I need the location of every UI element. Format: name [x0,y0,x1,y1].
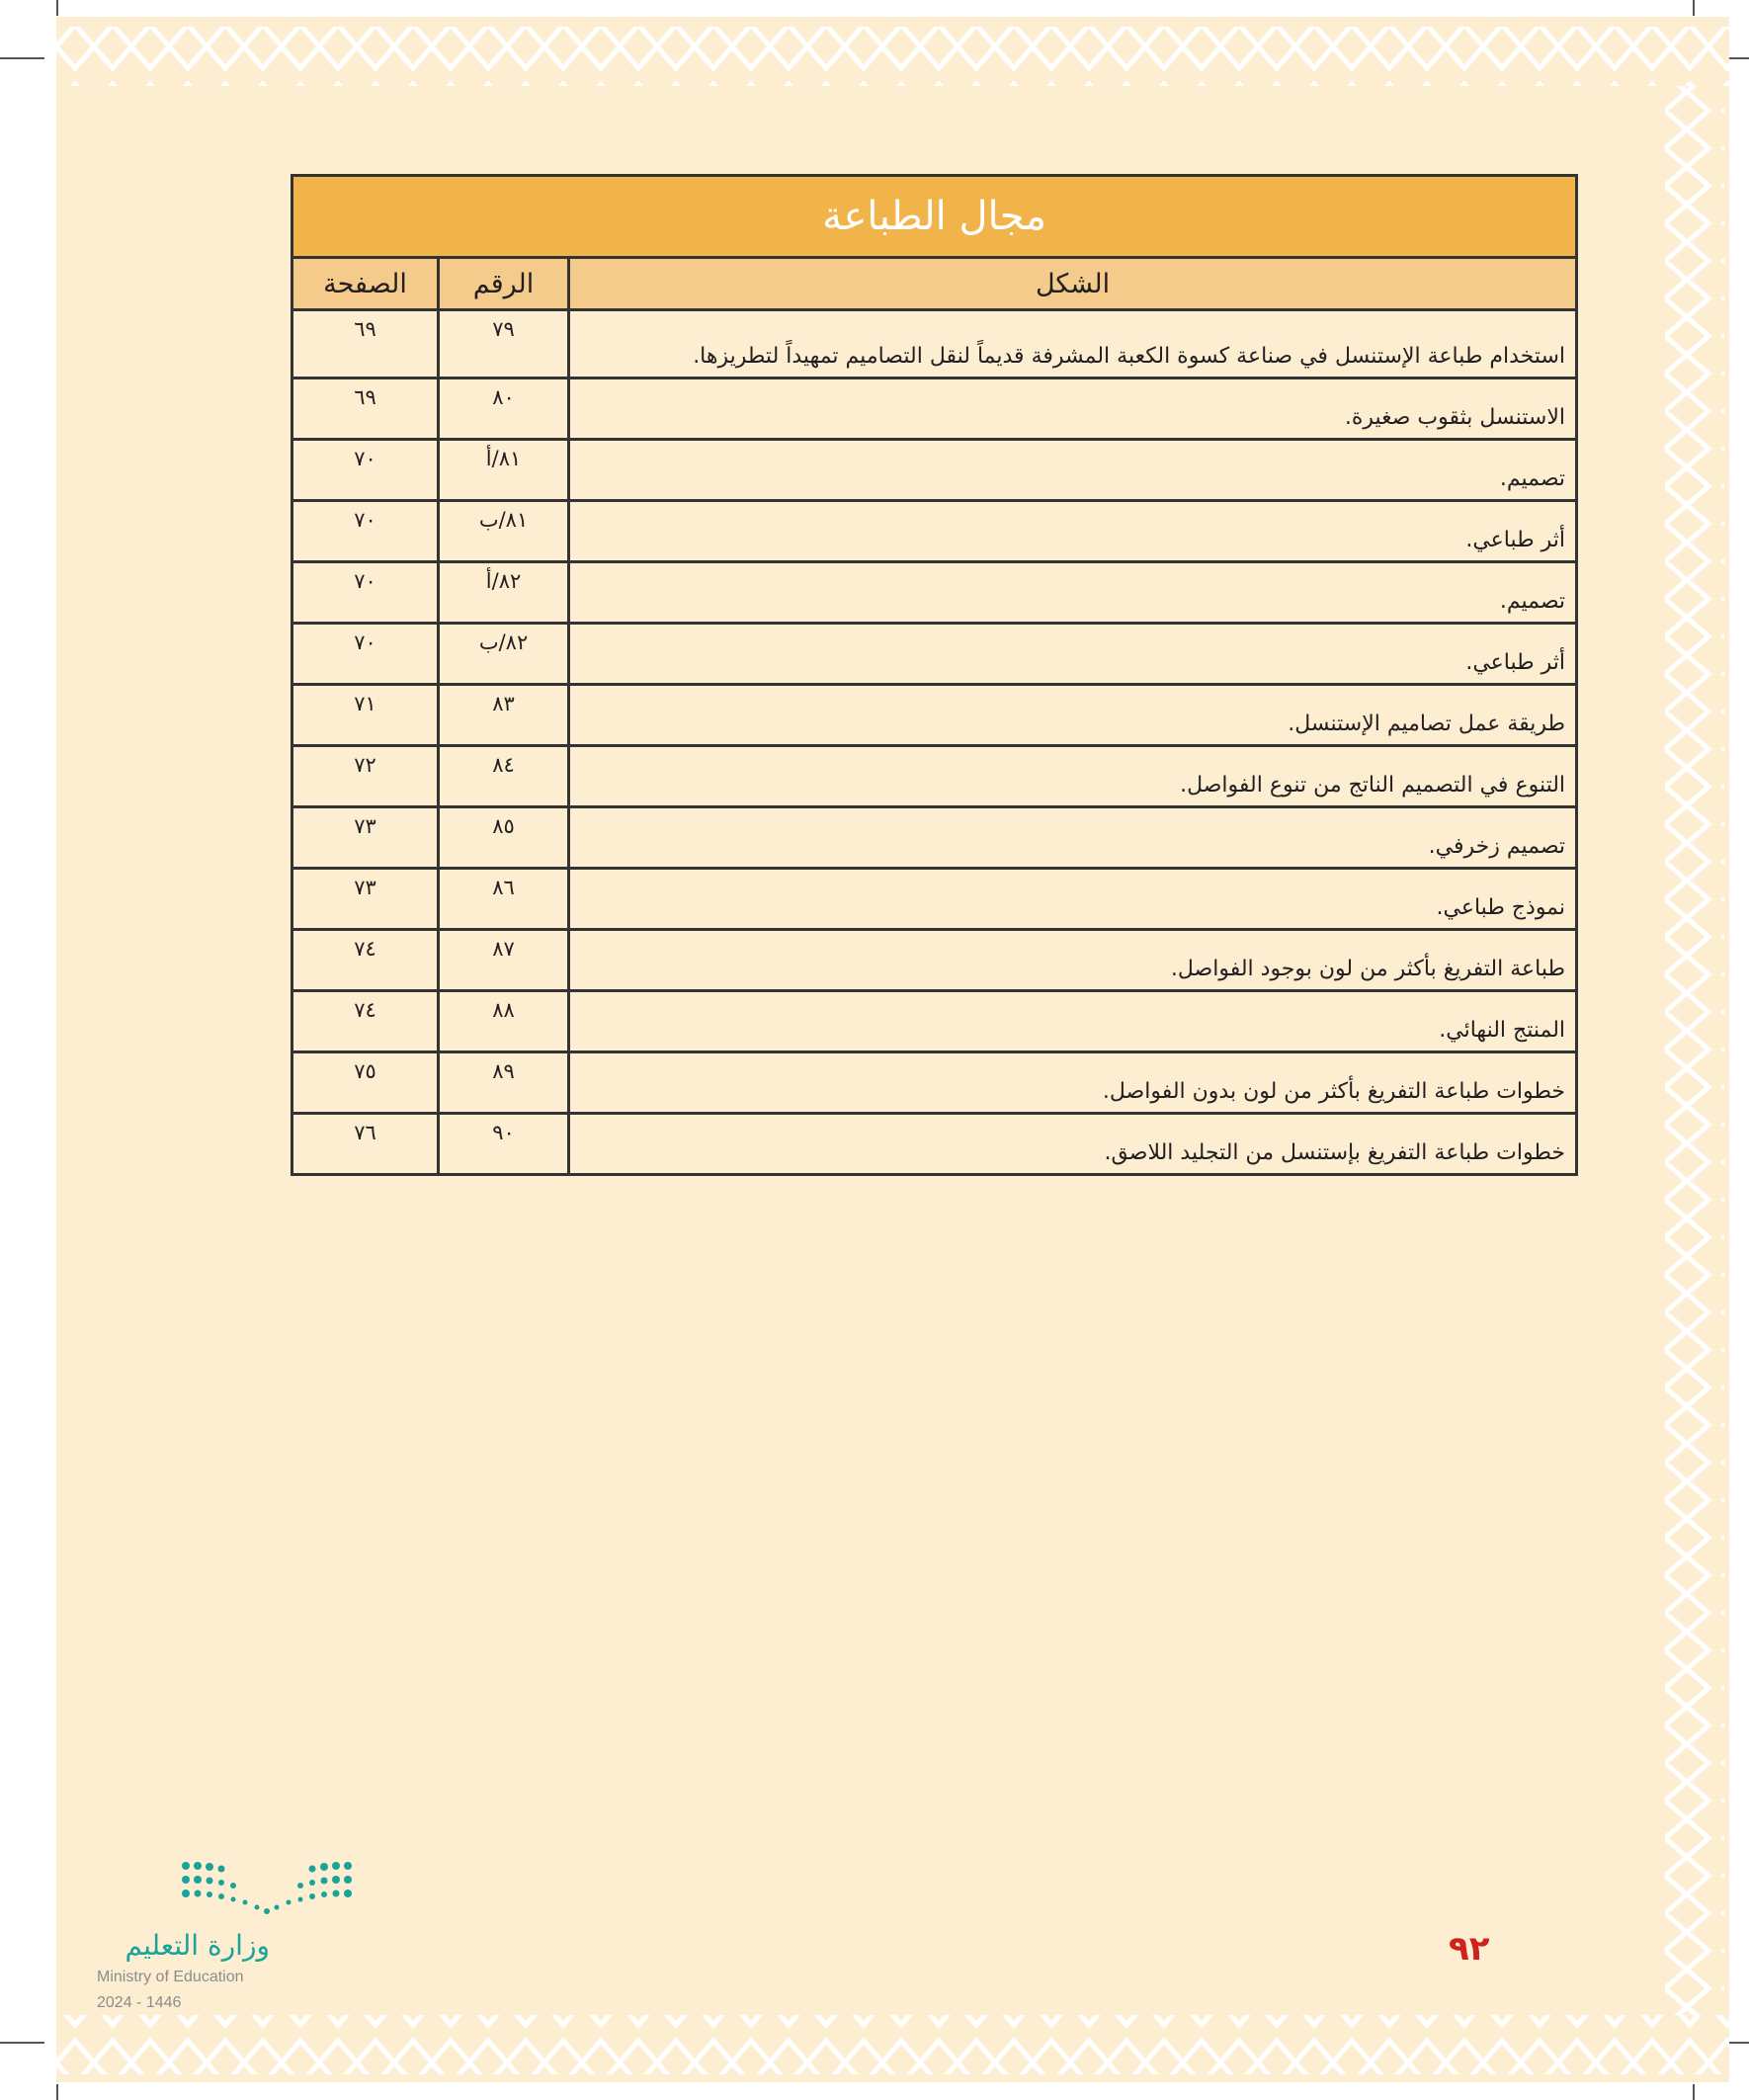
edition-year: 2024 - 1446 [97,1994,182,2011]
cell-number: ٨٨ [439,991,569,1052]
cell-shape: أثر طباعي. [569,624,1577,685]
cell-number: ٨٧ [439,930,569,991]
table-row [292,624,1577,685]
cell-shape: خطوات طباعة التفريغ بإستنسل من التجليد اللاصق. [569,1114,1577,1175]
cell-page: ٧٠ [292,501,439,562]
cell-number: ٨٥ [439,807,569,869]
page-number: ٩٢ [1449,1929,1490,1969]
crop-mark [0,57,44,59]
cell-page: ٦٩ [292,378,439,440]
cell-number: ٨٠ [439,378,569,440]
cell-page: ٧٠ [292,440,439,501]
cell-page: ٧٠ [292,562,439,624]
table-row [292,562,1577,624]
ministry-logo [97,1858,354,2026]
cell-number: ٨٩ [439,1052,569,1114]
cell-number: ٨١/ب [439,501,569,562]
cell-page: ٧٤ [292,930,439,991]
cell-page: ٧٣ [292,869,439,930]
ministry-name-english: Ministry of Education [97,1969,244,1985]
cell-shape: استخدام طباعة الإستنسل في صناعة كسوة الكعبة المشرفة قديماً لنقل التصاميم تمهيداً لتطريزها. [569,310,1577,378]
table-row [292,869,1577,930]
table-row [292,440,1577,501]
ministry-name-arabic: وزارة التعليم [125,1929,270,1962]
cell-shape: تصميم. [569,562,1577,624]
cell-shape: المنتج النهائي. [569,991,1577,1052]
table-row [292,501,1577,562]
cell-shape: أثر طباعي. [569,501,1577,562]
cell-shape: تصميم زخرفي. [569,807,1577,869]
cell-page: ٧١ [292,685,439,746]
cell-page: ٧٤ [292,991,439,1052]
cell-shape: التنوع في التصميم الناتج من تنوع الفواصل. [569,746,1577,807]
cell-shape: طباعة التفريغ بأكثر من لون بوجود الفواصل. [569,930,1577,991]
table-row [292,1114,1577,1175]
table-row [292,310,1577,378]
cell-page: ٧٠ [292,624,439,685]
crop-mark [1693,0,1695,16]
crop-mark [0,2042,44,2044]
index-table [291,174,1578,1176]
header-page: الصفحة [292,258,439,310]
cell-number: ٨٦ [439,869,569,930]
cell-page: ٧٢ [292,746,439,807]
crop-mark [56,0,58,16]
table-row [292,991,1577,1052]
cell-shape: الاستنسل بثقوب صغيرة. [569,378,1577,440]
cell-number: ٨٢/أ [439,562,569,624]
cell-page: ٧٣ [292,807,439,869]
cell-shape: خطوات طباعة التفريغ بأكثر من لون بدون الفواصل. [569,1052,1577,1114]
cell-number: ٧٩ [439,310,569,378]
table-row [292,746,1577,807]
cell-number: ٨٤ [439,746,569,807]
table-row [292,685,1577,746]
logo-dots-icon [178,1858,356,1917]
cell-page: ٦٩ [292,310,439,378]
cell-number: ٩٠ [439,1114,569,1175]
cell-page: ٧٦ [292,1114,439,1175]
cell-shape: نموذج طباعي. [569,869,1577,930]
cell-number: ٨١/أ [439,440,569,501]
cell-shape: طريقة عمل تصاميم الإستنسل. [569,685,1577,746]
header-shape: الشكل [569,258,1577,310]
header-number: الرقم [439,258,569,310]
cell-shape: تصميم. [569,440,1577,501]
cell-page: ٧٥ [292,1052,439,1114]
table-row [292,378,1577,440]
table-row [292,807,1577,869]
table-row [292,1052,1577,1114]
cell-number: ٨٢/ب [439,624,569,685]
cell-number: ٨٣ [439,685,569,746]
table-row [292,930,1577,991]
table-title: مجال الطباعة [292,176,1577,258]
crop-mark [1693,2084,1695,2100]
crop-mark [56,2084,58,2100]
index-table-container [291,174,1575,1176]
